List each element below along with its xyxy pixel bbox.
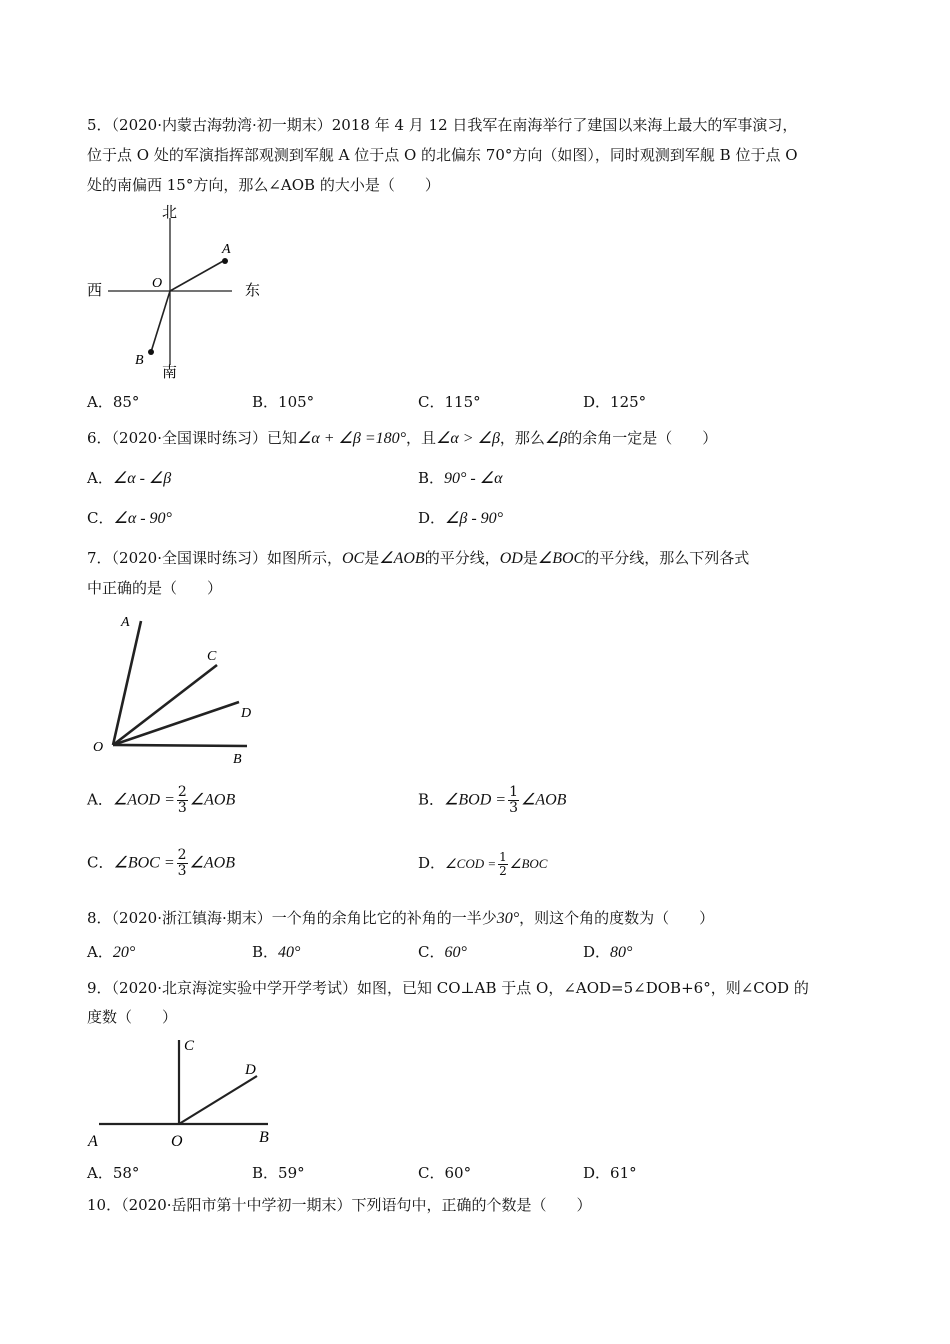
q8-option-d-value: 80°	[610, 944, 633, 961]
q9-fig-d: D	[245, 1062, 256, 1078]
q7-option-b-label: B．	[418, 790, 445, 809]
q7-bisector2: 的平分线，那么下列各式	[584, 549, 750, 567]
q5-fig-b: B	[135, 353, 144, 368]
q7-prefix: 7．（2020·全国课时练习）如图所示，	[87, 549, 342, 567]
q7-boc: ∠BOC	[537, 550, 585, 567]
q7-option-b-right: ∠AOB	[520, 791, 567, 809]
q6-cond2: ∠α > ∠β	[436, 430, 500, 447]
q7-option-b[interactable]	[418, 785, 566, 816]
q5-fig-east: 东	[245, 281, 261, 299]
q6-option-d-expr: ∠β - 90°	[445, 510, 504, 527]
q7-option-c-right: ∠AOB	[189, 854, 235, 872]
q7-option-c-left: ∠BOC =	[113, 854, 175, 872]
q5-option-c[interactable]: C．115°	[418, 393, 481, 411]
q7-option-b-num: 1	[509, 784, 518, 800]
q7-option-a-left: ∠AOD =	[112, 791, 175, 809]
q7-option-c-fraction	[177, 848, 188, 879]
q9-fig-c: C	[184, 1038, 195, 1054]
q5-option-d[interactable]: D．125°	[583, 393, 647, 411]
q7-option-c[interactable]	[87, 848, 235, 879]
q7-option-c-num: 2	[177, 847, 187, 863]
q6-target: ∠β	[544, 430, 568, 447]
q7-option-c-label: C．	[87, 853, 114, 872]
q7-bisector1: 的平分线，	[424, 549, 500, 567]
q5-line3: 处的南偏西 15°方向，那么∠AOB 的大小是（ ）	[87, 176, 440, 194]
q8-option-c-value: 60°	[444, 944, 467, 961]
q7-fig-c: C	[207, 649, 217, 664]
q7-angle-figure	[85, 605, 265, 775]
q6-suffix: 的余角一定是（ ）	[567, 429, 718, 447]
q6-option-d-label: D．	[418, 509, 446, 527]
q9-fig-b: B	[259, 1129, 269, 1146]
q10-line1: 10．（2020·岳阳市第十中学初一期末）下列语句中，正确的个数是（ ）	[87, 1196, 592, 1214]
q7-fig-b: B	[233, 752, 242, 767]
q9-fig-a: A	[88, 1133, 98, 1150]
q9-option-c[interactable]: C．60°	[418, 1164, 472, 1182]
q8-option-b[interactable]	[252, 942, 300, 963]
q8-option-b-label: B．	[252, 943, 279, 961]
q6-option-c[interactable]	[87, 508, 172, 529]
q7-option-a-fraction	[177, 785, 188, 816]
q7-option-b-left: ∠BOD =	[444, 791, 507, 809]
q6-option-a-label: A．	[87, 469, 113, 487]
q6-stem	[87, 428, 717, 449]
q5-line1: 5．（2020·内蒙古海勃湾·初一期末）2018 年 4 月 12 日我军在南海举行了建国以来海上最大的军事演习，	[87, 116, 798, 134]
q8-text: 8．（2020·浙江镇海·期末）一个角的余角比它的补角的一半少	[87, 909, 497, 927]
q7-fig-d: D	[241, 706, 252, 721]
q6-prefix: 6．（2020·全国课时练习）已知	[87, 429, 297, 447]
q7-is2: 是	[522, 549, 538, 567]
q7-fig-o: O	[93, 740, 104, 755]
q8-suffix: ，则这个角的度数为（ ）	[519, 909, 715, 927]
q8-value: 30°	[496, 910, 520, 927]
q9-option-b[interactable]: B．59°	[252, 1164, 305, 1182]
q6-option-b-label: B．	[418, 469, 445, 487]
q8-option-b-value: 40°	[278, 944, 301, 961]
q5-fig-o: O	[152, 276, 163, 291]
q9-line1: 9．（2020·北京海淀实验中学开学考试）如图，已知 CO⊥AB 于点 O，∠AOD=5∠DOB+6°，则∠COD 的	[87, 979, 809, 997]
q6-cond1: ∠α + ∠β =180°	[297, 430, 407, 447]
q8-option-a[interactable]	[87, 942, 135, 963]
q7-option-a-den: 3	[177, 800, 187, 816]
q7-option-d-label: D．	[418, 854, 446, 872]
q7-option-b-den: 3	[509, 800, 518, 816]
q7-option-d-num: 1	[499, 850, 507, 864]
q9-line2: 度数（ ）	[87, 1008, 178, 1026]
q7-od: OD	[499, 550, 523, 567]
q7-stem-line1	[87, 548, 749, 569]
q7-option-d[interactable]	[418, 851, 547, 878]
q5-compass-figure	[80, 200, 280, 385]
q7-stem-line2: 中正确的是（ ）	[87, 579, 223, 597]
q8-option-d-label: D．	[583, 943, 611, 961]
q9-perpendicular-figure	[85, 1030, 285, 1155]
q9-option-d[interactable]: D．61°	[583, 1164, 637, 1182]
q7-option-a-label: A．	[87, 790, 113, 809]
q5-fig-north: 北	[162, 203, 178, 221]
q6-option-a-expr: ∠α - ∠β	[112, 470, 172, 487]
q7-option-d-den: 2	[499, 864, 507, 878]
q7-option-a[interactable]	[87, 785, 235, 816]
q5-fig-a: A	[222, 242, 231, 257]
q5-fig-south: 南	[162, 363, 178, 381]
q6-mid2: ，那么	[499, 429, 545, 447]
q7-fig-a: A	[121, 615, 130, 630]
q7-option-b-fraction	[508, 785, 519, 816]
q7-option-d-left: ∠COD =	[445, 856, 497, 871]
q6-option-c-label: C．	[87, 509, 114, 527]
q5-line2: 位于点 O 处的军演指挥部观测到军舰 A 位于点 O 的北偏东 70°方向（如图），同时观测到军舰 B 位于点 O	[87, 146, 798, 164]
q9-option-a[interactable]: A．58°	[87, 1164, 140, 1182]
q6-option-a[interactable]	[87, 468, 171, 489]
q7-option-a-right: ∠AOB	[189, 791, 236, 809]
q8-stem	[87, 908, 714, 929]
q8-option-c[interactable]	[418, 942, 467, 963]
q5-fig-west: 西	[87, 281, 103, 299]
q6-option-c-expr: ∠α - 90°	[113, 510, 172, 527]
q6-option-b[interactable]	[418, 468, 503, 489]
q8-option-c-label: C．	[418, 943, 445, 961]
q6-option-d[interactable]	[418, 508, 503, 529]
q6-option-b-expr: 90° - ∠α	[444, 470, 503, 487]
q9-fig-o: O	[171, 1133, 183, 1150]
q7-aob: ∠AOB	[379, 550, 425, 567]
q7-option-d-right: ∠BOC	[509, 856, 548, 871]
q7-option-a-num: 2	[177, 784, 187, 800]
q7-option-d-fraction	[498, 851, 508, 878]
q7-option-c-den: 3	[177, 863, 187, 879]
q5-option-b[interactable]: B．105°	[252, 393, 315, 411]
q8-option-d[interactable]	[583, 942, 632, 963]
q7-is1: 是	[364, 549, 380, 567]
q7-oc: OC	[342, 550, 365, 567]
q6-mid: ，且	[406, 429, 437, 447]
q5-option-a[interactable]: A．85°	[87, 393, 140, 411]
q8-option-a-label: A．	[87, 943, 113, 961]
q8-option-a-value: 20°	[112, 944, 136, 961]
